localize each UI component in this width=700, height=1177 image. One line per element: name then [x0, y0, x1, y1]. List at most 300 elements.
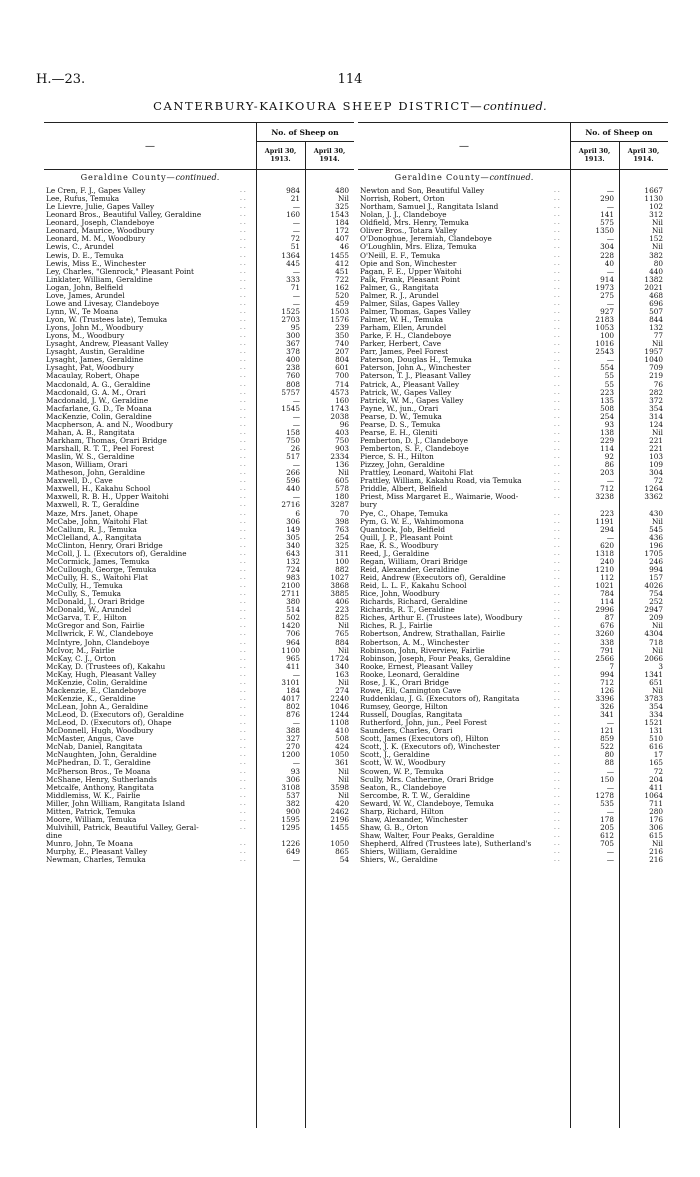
- sheep-1914: 325: [335, 202, 349, 212]
- sheep-1914: 176: [649, 814, 663, 824]
- sheep-1914: 165: [649, 758, 663, 768]
- sheep-1914: 103: [649, 452, 663, 462]
- sheep-1914: 407: [335, 234, 349, 244]
- col1-year: 1913.: [584, 155, 605, 163]
- table-row: [44, 840, 354, 848]
- owner-name: Russell, Douglas, Rangitata: [360, 711, 463, 720]
- table-row: [358, 735, 668, 743]
- sheep-1914: Nil: [337, 621, 349, 631]
- table-row: [44, 469, 354, 477]
- owner-name: Lewis, D. E., Temuka: [46, 251, 124, 260]
- sheep-1914: 882: [335, 564, 349, 574]
- sheep-1914: 651: [649, 677, 663, 687]
- owner-name: Riches, Arthur E. (Trustees late), Woodbury: [360, 614, 523, 623]
- owner-name: Rae, R. S., Woodbury: [360, 541, 439, 550]
- sheep-1913: 326: [600, 702, 614, 711]
- table-row: [358, 381, 668, 389]
- sheep-1914: 1576: [330, 315, 349, 324]
- sheep-1914: 109: [649, 460, 663, 470]
- sheep-1913: 304: [600, 242, 614, 252]
- owner-name: McGarva, T. F., Hilton: [46, 614, 127, 623]
- table-row: [44, 195, 354, 203]
- table-row: [44, 260, 354, 268]
- table-row: [358, 372, 668, 380]
- sheep-1913: 121: [600, 726, 614, 736]
- table-row: [44, 187, 354, 195]
- owner-name: Robinson, Joseph, Four Peaks, Geraldine: [360, 654, 511, 663]
- right-rows: [358, 187, 668, 864]
- sheep-1913: 203: [600, 468, 614, 478]
- sheep-1914: 3598: [330, 782, 349, 792]
- sheep-1913: 141: [600, 210, 614, 220]
- sheep-1914: 54: [339, 855, 349, 865]
- sheep-1913: 51: [290, 242, 300, 252]
- table-row: [358, 308, 668, 316]
- sheep-1913: —: [606, 532, 614, 542]
- owner-name: Leonard, Maurice, Woodbury: [46, 227, 155, 236]
- table-row: [44, 663, 354, 671]
- table-row: [44, 719, 354, 727]
- sheep-1913: 2566: [595, 653, 614, 663]
- sheep-1914: 72: [653, 476, 663, 486]
- leader-dots: . .: [554, 533, 560, 541]
- leader-dots: . .: [554, 557, 560, 565]
- owner-name: Murphy, E., Pleasant Valley: [46, 848, 148, 857]
- owner-name: McIntyre, John, Clandeboye: [46, 638, 150, 647]
- leader-dots: . .: [240, 420, 246, 428]
- leader-dots: . .: [240, 686, 246, 694]
- sheep-1913: 537: [286, 790, 300, 800]
- owner-name: Seward, W. W., Clandeboye, Temuka: [360, 799, 494, 808]
- sheep-1913: 522: [600, 742, 614, 752]
- page-number: 114: [337, 72, 363, 87]
- sheep-1914: 903: [335, 444, 349, 453]
- table-row: [44, 381, 354, 389]
- table-row: [44, 606, 354, 614]
- owner-name: Saunders, Charles, Orari: [360, 727, 453, 736]
- table-row: [358, 598, 668, 606]
- sheep-1914: 1667: [644, 186, 663, 195]
- leader-dots: . .: [554, 638, 560, 646]
- sheep-1914: 825: [335, 613, 349, 623]
- page-title: [0, 99, 700, 113]
- owner-name: Pym, G. W. E., Wahimomona: [360, 517, 464, 526]
- leader-dots: . .: [240, 283, 246, 291]
- sheep-1913: 93: [604, 419, 614, 429]
- sheep-1913: 649: [286, 847, 300, 857]
- table-row: [358, 397, 668, 405]
- sheep-1913: 4017: [281, 693, 300, 703]
- sheep-1913: 55: [604, 371, 614, 381]
- leader-dots: . .: [240, 557, 246, 565]
- table-row: [358, 389, 668, 397]
- table-row: [358, 751, 668, 759]
- sheep-1913: —: [292, 460, 300, 470]
- leader-dots: . .: [240, 445, 246, 452]
- owner-name: bury: [360, 501, 377, 510]
- table-row: [44, 542, 354, 550]
- table-row: [358, 679, 668, 687]
- owner-name: O'Neill, E. F., Temuka: [360, 251, 441, 260]
- sheep-1913: 612: [600, 831, 614, 840]
- sheep-1913: 984: [286, 186, 300, 195]
- owner-name: Scott, W. W., Woodbury: [360, 759, 446, 768]
- sheep-1914: 350: [335, 331, 349, 341]
- table-row: [44, 243, 354, 251]
- sheep-1913: 95: [290, 323, 300, 333]
- sheep-1913: 26: [290, 444, 300, 453]
- county-heading: [358, 172, 570, 187]
- leader-dots: . .: [554, 203, 560, 211]
- sheep-1914: Nil: [651, 226, 663, 236]
- sheep-1913: 338: [600, 637, 614, 647]
- sheep-1914: 3: [658, 661, 663, 671]
- sheep-1914: 136: [335, 460, 349, 470]
- leader-dots: . .: [554, 219, 560, 227]
- sheep-1913: 275: [600, 290, 614, 300]
- sheep-1913: —: [292, 758, 300, 768]
- left-table-header: [44, 122, 354, 170]
- col2-year: 1914.: [319, 155, 340, 163]
- owner-name: McKenzie, K., Geraldine: [46, 694, 136, 703]
- sheep-1914: 765: [335, 629, 349, 639]
- leader-dots: . .: [554, 316, 560, 323]
- leader-dots: . .: [554, 727, 560, 735]
- table-row: [44, 582, 354, 590]
- leader-dots: . .: [240, 187, 246, 194]
- table-row: [44, 316, 354, 324]
- owner-name: Leonard Bros., Beautiful Valley, Geraldine: [46, 211, 202, 220]
- leader-dots: . .: [554, 195, 560, 203]
- table-row: [44, 534, 354, 542]
- sheep-1913: 93: [290, 766, 300, 776]
- sheep-1914: 100: [335, 556, 349, 566]
- owner-name: Rutherford, John, jun., Peel Forest: [360, 719, 487, 728]
- county-name: Geraldine County—: [394, 172, 490, 182]
- sheep-1913: 400: [286, 355, 300, 365]
- table-row: [358, 348, 668, 356]
- sheep-1913: 367: [286, 339, 300, 349]
- table-row: [358, 614, 668, 622]
- sheep-1913: 290: [600, 194, 614, 204]
- table-row: [44, 510, 354, 518]
- owner-name: Maxwell, D., Cave: [46, 477, 113, 486]
- leader-dots: . .: [240, 267, 246, 275]
- owner-name: McMaster, Angus, Cave: [46, 735, 134, 744]
- owner-name: Maxwell, R. B. H., Upper Waitohi: [46, 493, 169, 502]
- leader-dots: . .: [240, 412, 246, 420]
- sheep-1913: 596: [286, 476, 300, 486]
- table-row: [44, 227, 354, 235]
- table-row: [44, 332, 354, 340]
- owner-name: Macfarlane, G. D., Te Moana: [46, 404, 152, 413]
- col2-date: April 30,: [627, 147, 660, 155]
- left-table-body: [44, 168, 354, 1128]
- leader-dots: . .: [554, 791, 560, 799]
- sheep-1914: 750: [335, 435, 349, 445]
- sheep-1913: 21: [290, 194, 300, 204]
- title-continued: continued.: [483, 99, 547, 113]
- leader-dots: . .: [240, 396, 246, 404]
- sheep-1914: 2947: [644, 605, 663, 615]
- owner-name: McShane, Henry, Sutherlands: [46, 775, 157, 784]
- leader-dots: . .: [240, 541, 246, 549]
- sheep-1913: 160: [286, 210, 300, 220]
- sheep-1913: 92: [604, 452, 614, 462]
- leader-dots: . .: [554, 832, 560, 839]
- leader-dots: . .: [554, 743, 560, 751]
- owner-name: Maslin, W. S., Geraldine: [46, 453, 135, 462]
- table-row: [44, 856, 354, 864]
- sheep-1913: 802: [286, 702, 300, 711]
- year-1914-header: [619, 141, 668, 169]
- sheep-1914: 4026: [644, 581, 663, 591]
- leader-dots: . .: [240, 469, 246, 477]
- leader-dots: . .: [240, 598, 246, 606]
- sheep-1913: 750: [286, 435, 300, 445]
- owner-name: Quill, J. P., Pleasant Point: [360, 533, 453, 542]
- sheep-1914: 545: [649, 524, 663, 534]
- county-continued: continued.: [175, 172, 220, 182]
- owner-name: Reid, Alexander, Geraldine: [360, 565, 460, 574]
- sheep-1914: 2021: [644, 282, 663, 292]
- sheep-1913: 5757: [281, 387, 300, 397]
- sheep-1913: —: [292, 202, 300, 212]
- sheep-1914: 196: [649, 540, 663, 550]
- owner-name: Leonard, Joseph, Clandeboye: [46, 219, 155, 228]
- owner-name: Palk, Frank, Pleasant Point: [360, 275, 460, 284]
- table-row: [358, 461, 668, 469]
- sheep-1913: 411: [286, 661, 300, 671]
- table-row: [44, 784, 354, 792]
- sheep-1914: 4573: [330, 387, 349, 397]
- owner-name: Munro, John, Te Moana: [46, 840, 133, 849]
- sheep-1913: 575: [600, 218, 614, 228]
- leader-dots: . .: [240, 307, 246, 315]
- table-row: [358, 800, 668, 808]
- table-row: [44, 429, 354, 437]
- owner-name: Mackenzie, E., Clandeboye: [46, 686, 147, 695]
- sheep-1914: 605: [335, 476, 349, 486]
- table-row: [358, 364, 668, 372]
- sheep-1913: —: [292, 266, 300, 276]
- table-row: [44, 461, 354, 469]
- sheep-1914: 1957: [644, 347, 663, 357]
- owner-name: Lyons, John M., Woodbury: [46, 324, 144, 333]
- sheep-1914: 2462: [330, 806, 349, 816]
- sheep-1913: 1295: [281, 822, 300, 832]
- sheep-1914: 440: [649, 266, 663, 276]
- sheep-1913: 341: [600, 710, 614, 720]
- sheep-1914: 102: [649, 202, 663, 212]
- table-row: [358, 534, 668, 542]
- sheep-1914: 1050: [330, 839, 349, 849]
- sheep-1914: 72: [653, 766, 663, 776]
- sheep-1914: Nil: [651, 242, 663, 252]
- leader-dots: . .: [554, 453, 560, 461]
- owner-name: Palmer, G., Rangitata: [360, 283, 439, 292]
- leader-dots: . .: [240, 195, 246, 203]
- table-row: [44, 518, 354, 526]
- table-row: [44, 421, 354, 429]
- owner-name: McClinton, Henry, Orari Bridge: [46, 541, 163, 550]
- sheep-1914: 1108: [330, 718, 349, 728]
- year-1913-header: [570, 141, 620, 169]
- owner-name: McKay, Hugh, Pleasant Valley: [46, 670, 157, 679]
- sheep-1914: 994: [649, 564, 663, 574]
- sheep-1913: 1973: [595, 282, 614, 292]
- owner-name: O'Donoghue, Jeremiah, Clandeboye: [360, 235, 492, 244]
- owner-name: Seaton, R., Clandeboye: [360, 783, 447, 792]
- left-rows: [44, 187, 354, 864]
- table-row: [358, 832, 668, 840]
- sheep-1913: 72: [290, 234, 300, 244]
- leader-dots: . .: [240, 565, 246, 573]
- col2-date: April 30,: [313, 147, 346, 155]
- sheep-1913: —: [606, 806, 614, 816]
- sheep-1914: 616: [649, 742, 663, 752]
- sheep-1914: 2240: [330, 693, 349, 703]
- owner-name: Lee, Rufus, Temuka: [46, 195, 120, 204]
- sheep-1913: 150: [600, 774, 614, 784]
- table-row: [358, 203, 668, 211]
- owner-name: Shaw, G. B., Orton: [360, 823, 429, 832]
- leader-dots: . .: [240, 735, 246, 743]
- table-row: [44, 808, 354, 816]
- owner-name: Pye, C., Ohape, Temuka: [360, 509, 448, 518]
- leader-dots: . .: [554, 541, 560, 549]
- sheep-1914: Nil: [651, 645, 663, 655]
- table-row: [358, 647, 668, 655]
- table-row: [44, 413, 354, 421]
- table-row: [44, 550, 354, 558]
- sheep-1914: 282: [649, 387, 663, 397]
- owner-name: Parker, Herbert, Cave: [360, 340, 442, 349]
- sheep-1913: 712: [600, 484, 614, 494]
- sheep-1914: Nil: [337, 468, 349, 478]
- table-row: [358, 252, 668, 260]
- sheep-1914: Nil: [651, 685, 663, 695]
- owner-name: Pizzey, John, Geraldine: [360, 461, 445, 470]
- table-row: [44, 493, 354, 501]
- sheep-1913: 327: [286, 734, 300, 744]
- leader-dots: . .: [554, 565, 560, 573]
- sheep-1914: Nil: [651, 339, 663, 349]
- owner-name: Le Lievre, Julie, Gapes Valley: [46, 203, 155, 212]
- leader-dots: . .: [240, 678, 246, 686]
- table-row: [44, 284, 354, 292]
- table-row: [358, 622, 668, 630]
- sheep-1913: —: [606, 202, 614, 212]
- sheep-1914: 3783: [644, 693, 663, 703]
- leader-dots: . .: [554, 719, 560, 727]
- sheep-1913: 184: [286, 685, 300, 695]
- leader-dots: . .: [554, 404, 560, 412]
- owner-name: McClelland, A., Rangitata: [46, 533, 142, 542]
- table-row: [358, 590, 668, 598]
- leader-dots: . .: [240, 404, 246, 412]
- sheep-1914: 865: [335, 847, 349, 857]
- leader-dots: . .: [554, 646, 560, 654]
- sheep-1913: 135: [600, 395, 614, 405]
- sheep-1913: 2716: [281, 500, 300, 510]
- table-row: [358, 655, 668, 663]
- owner-name: Macaulay, Robert, Ohape: [46, 372, 140, 381]
- leader-dots: . .: [554, 622, 560, 630]
- sheep-1914: 163: [335, 669, 349, 679]
- sheep-1914: 246: [649, 556, 663, 566]
- table-row: [358, 848, 668, 856]
- owner-name: Priddle, Albert, Belfield: [360, 485, 448, 494]
- sheep-1914: 157: [649, 573, 663, 582]
- sheep-1914: Nil: [651, 621, 663, 631]
- leader-dots: . .: [554, 445, 560, 452]
- table-row: [44, 711, 354, 719]
- sheep-1913: 2703: [281, 315, 300, 324]
- leader-dots: . .: [554, 307, 560, 315]
- leader-dots: . .: [240, 227, 246, 235]
- leader-dots: . .: [554, 332, 560, 340]
- owner-column-header: —: [44, 123, 257, 169]
- sheep-1913: —: [606, 476, 614, 486]
- table-row: [358, 784, 668, 792]
- leader-dots: . .: [554, 751, 560, 759]
- sheep-1914: 1064: [644, 790, 663, 800]
- leader-dots: . .: [554, 428, 560, 436]
- owner-name: Priest, Miss Margaret E., Waimarie, Wood-: [360, 493, 519, 502]
- table-row: [358, 211, 668, 219]
- sheep-1914: 709: [649, 363, 663, 373]
- owner-name: McCully, H., Temuka: [46, 582, 123, 591]
- owner-name: Robertson, Andrew, Strathallan, Fairlie: [360, 630, 506, 639]
- table-row: [44, 695, 354, 703]
- owner-name: Prattley, William, Kakahu Road, via Temuka: [360, 477, 522, 486]
- sheep-1913: 927: [600, 306, 614, 316]
- sheep-1914: 76: [653, 379, 663, 389]
- sheep-1914: 2334: [330, 452, 349, 462]
- owner-name: Richards, Richard, Geraldine: [360, 598, 468, 607]
- sheep-1914: 1382: [644, 274, 663, 284]
- owner-name: McKay, C. J., Orton: [46, 654, 116, 663]
- table-row: [44, 630, 354, 638]
- table-row: [358, 727, 668, 735]
- sheep-1913: 808: [286, 379, 300, 389]
- table-row: [358, 566, 668, 574]
- table-row: [358, 421, 668, 429]
- sheep-1914: 382: [649, 250, 663, 260]
- owner-name: Paterson, John A., Winchester: [360, 364, 471, 373]
- sheep-1914: 361: [335, 758, 349, 768]
- table-row: [44, 203, 354, 211]
- sheep-1914: 459: [335, 298, 349, 308]
- sheep-1913: 859: [600, 734, 614, 744]
- sheep-1914: Nil: [337, 790, 349, 800]
- sheep-1913: 1210: [595, 564, 614, 574]
- owner-name: Palmer, W. H., Temuka: [360, 316, 444, 324]
- sheep-1913: —: [606, 855, 614, 865]
- leader-dots: . .: [240, 211, 246, 219]
- sheep-1914: 722: [335, 274, 349, 284]
- owner-name: Miller, John William, Rangitata Island: [46, 799, 186, 808]
- sheep-1914: 254: [335, 532, 349, 542]
- owner-name: Parr, James, Peel Forest: [360, 348, 449, 357]
- leader-dots: . .: [240, 630, 246, 638]
- leader-dots: . .: [240, 848, 246, 856]
- sheep-1913: 340: [286, 540, 300, 550]
- sheep-1913: 178: [600, 814, 614, 824]
- sheep-1913: 2996: [595, 605, 614, 615]
- leader-dots: . .: [240, 783, 246, 791]
